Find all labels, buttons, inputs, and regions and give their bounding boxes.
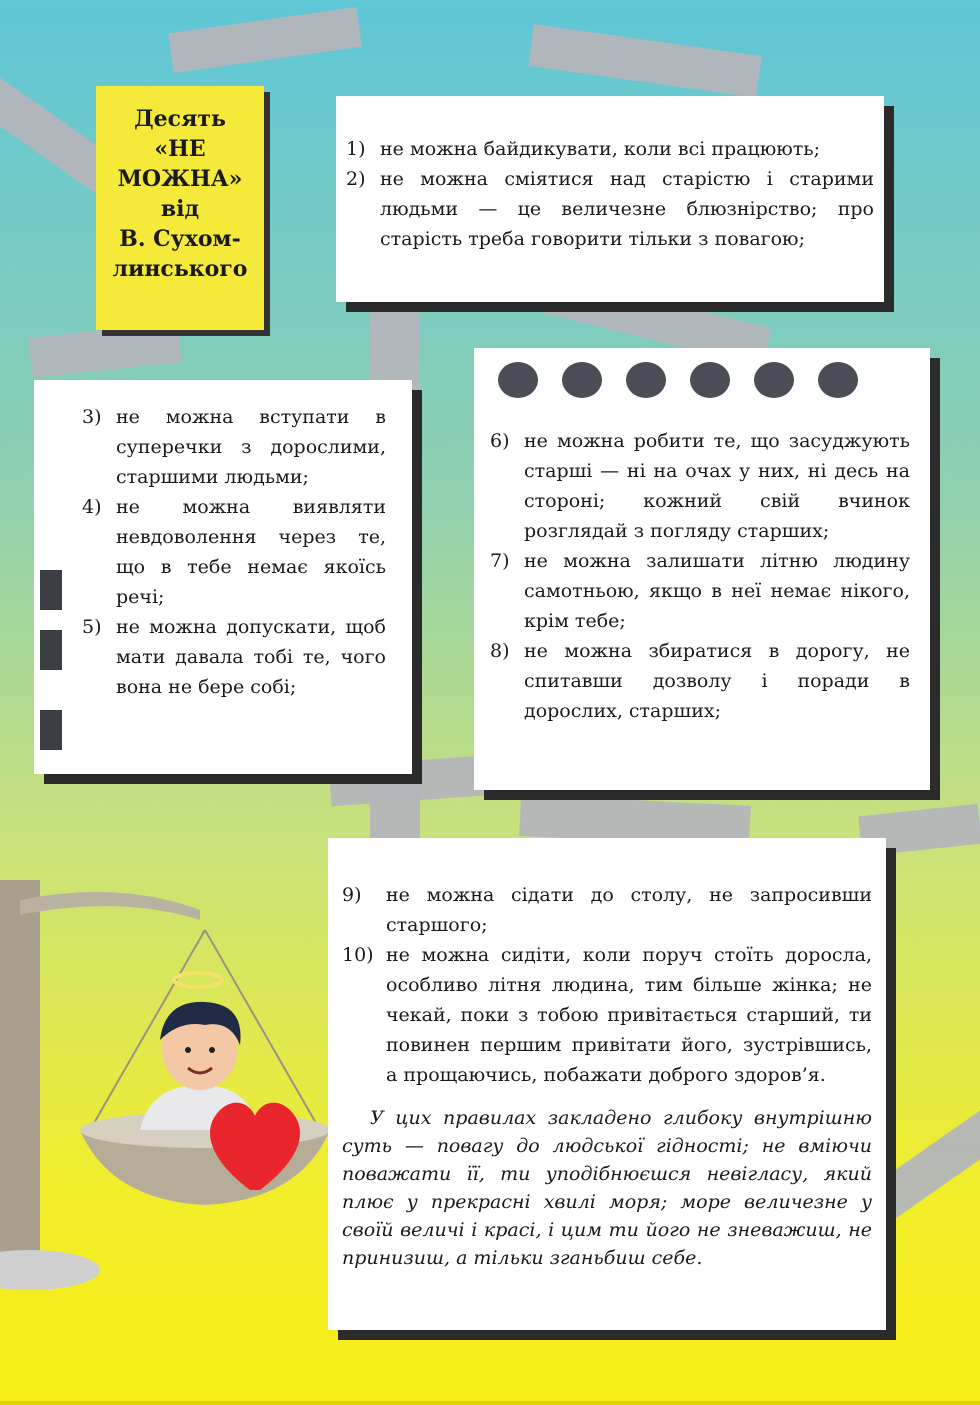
list-item <box>490 546 910 636</box>
binder-hole <box>754 362 794 398</box>
footer-line <box>0 1401 980 1405</box>
title-line: Десять <box>134 106 226 132</box>
title-line: линського <box>112 256 248 282</box>
item-text: не можна сидіти, коли поруч стоїть доросла, особливо літня людина, тим більше жінка; не чекай, поки з тобою привітається старший, ти повинен першим привітати його, зустрівшись, а прощаючись, побажати доброго здоров’я. <box>386 944 872 1086</box>
item-number: 8) <box>490 640 510 662</box>
tab-mark <box>40 630 62 670</box>
item-number: 4) <box>82 496 102 518</box>
title-line: МОЖНА» <box>117 166 243 192</box>
binder-hole <box>498 362 538 398</box>
rules-card-1 <box>336 96 884 302</box>
list-item <box>490 636 910 726</box>
rules-card-4 <box>328 838 886 1330</box>
binder-hole <box>626 362 666 398</box>
item-text: не можна залишати літню людину самотньою, якщо в неї немає нікого, крім тебе; <box>524 550 910 632</box>
item-text: не можна байдикувати, коли всі працюють; <box>380 138 821 160</box>
rules-card-3 <box>474 348 930 790</box>
rules-card-2 <box>34 380 412 774</box>
item-text: не можна виявляти невдоволення через те, що в тебе немає якоїсь речі; <box>116 496 386 608</box>
rules-list <box>342 880 872 1090</box>
list-item <box>82 612 386 702</box>
item-number: 6) <box>490 430 510 452</box>
item-text: не можна робити те, що засуджують старші — ні на очах у них, ні десь на стороні; кожний свій вчинок розглядай з погляду старших; <box>524 430 910 542</box>
item-text: не можна вступати в суперечки з дорослими, старшими людьми; <box>116 406 386 488</box>
scales-illustration <box>0 860 340 1300</box>
list-item <box>342 880 872 940</box>
item-number: 9) <box>342 884 362 906</box>
item-number: 5) <box>82 616 102 638</box>
title-line: «НЕ <box>154 136 206 162</box>
title-sticky-note <box>96 86 264 330</box>
tab-mark <box>40 710 62 750</box>
binder-hole <box>690 362 730 398</box>
item-number: 10) <box>342 944 374 966</box>
list-item <box>82 402 386 492</box>
list-item <box>82 492 386 612</box>
rules-list <box>82 402 386 702</box>
item-text: не можна допускати, щоб мати давала тобі те, чого вона не бере собі; <box>116 616 386 698</box>
item-number: 2) <box>346 168 366 190</box>
binder-hole <box>818 362 858 398</box>
tape-strip <box>528 24 762 98</box>
rules-list <box>346 134 874 254</box>
list-item <box>342 940 872 1090</box>
title-line: В. Сухом- <box>119 226 241 252</box>
tab-mark <box>40 570 62 610</box>
list-item <box>346 164 874 254</box>
conclusion-paragraph: У цих правилах закладено глибоку внутрішню суть — повагу до людської гідності; не вміючи поважати її, ти уподібнюєшся невігласу, який плює у прекрасні хвилі моря; море величезне у своїй величі і красі, і цим ти його не зневажиш, не принизиш, а тільки зганьбиш себе. <box>342 1107 872 1269</box>
title-line: від <box>160 196 200 222</box>
scales-icon <box>0 880 330 1290</box>
binder-holes <box>498 362 858 398</box>
list-item <box>490 426 910 546</box>
binder-hole <box>562 362 602 398</box>
item-text: не можна сідати до столу, не запросивши старшого; <box>386 884 872 936</box>
item-number: 3) <box>82 406 102 428</box>
item-number: 1) <box>346 138 366 160</box>
list-item <box>346 134 874 164</box>
tape-strip <box>28 322 181 377</box>
item-number: 7) <box>490 550 510 572</box>
item-text: не можна збиратися в дорогу, не спитавши дозволу і поради в дорослих, старших; <box>524 640 910 722</box>
rules-list <box>490 426 910 726</box>
tape-strip <box>168 7 362 73</box>
item-text: не можна сміятися над старістю і старими людьми — це величезне блюзнірство; про старість треба говорити тільки з повагою; <box>380 168 874 250</box>
